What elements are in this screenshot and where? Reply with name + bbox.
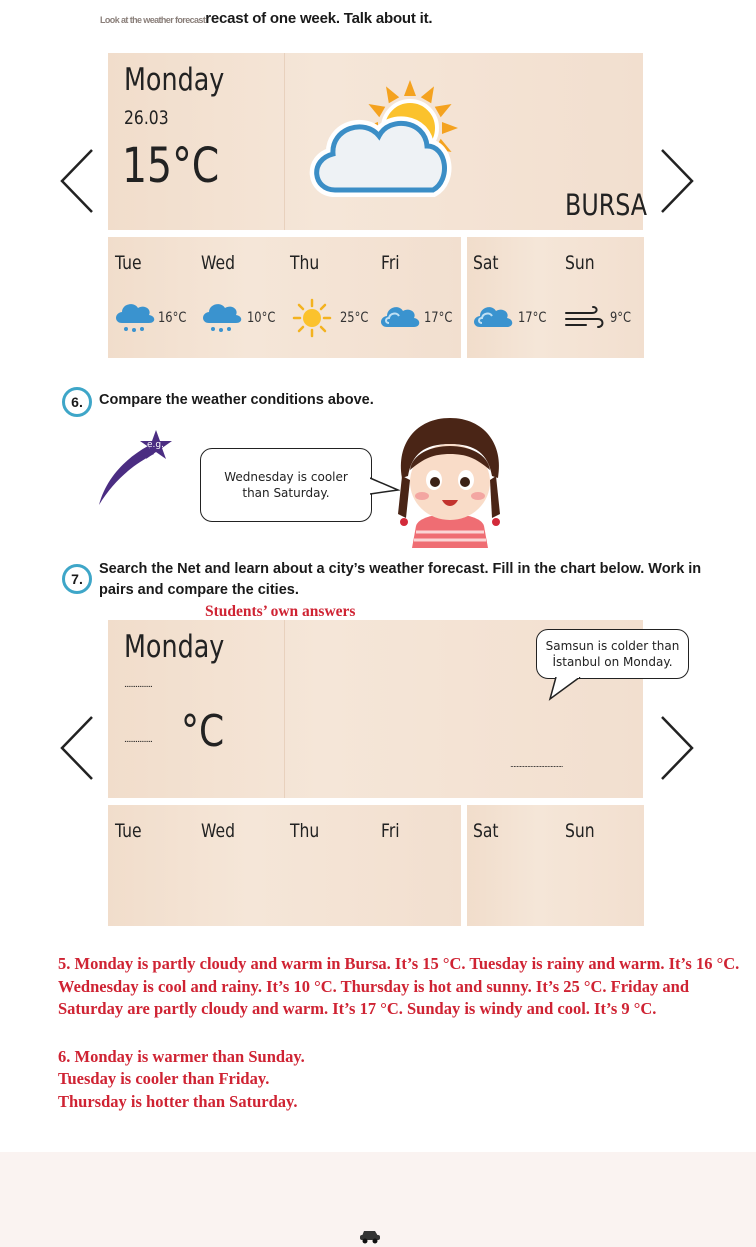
fill-in-day-thu: Thu xyxy=(290,820,320,842)
task-6-number: 6. xyxy=(62,387,92,417)
weekdays-panel xyxy=(108,237,461,358)
previous-arrow-icon[interactable] xyxy=(58,146,98,216)
instruction-text: recast of one week. Talk about it. xyxy=(205,10,433,27)
fill-in-day-wed: Wed xyxy=(201,820,235,842)
week-temp-thu: 25°C xyxy=(340,310,369,326)
task-7-instruction: Search the Net and learn about a city’s weather forecast. Fill in the chart below. Work in pairs and compare the cities. xyxy=(99,561,702,598)
fill-in-day-tue: Tue xyxy=(115,820,142,842)
speech-bubble-task7 xyxy=(536,629,689,679)
students-own-answers: Students’ own answers xyxy=(205,603,356,620)
fill-in-temp-unit: °C xyxy=(181,706,225,757)
next-arrow-icon[interactable] xyxy=(656,146,696,216)
eg-label: e.g. xyxy=(147,440,164,450)
cloud-icon xyxy=(379,303,421,331)
wind-icon xyxy=(564,305,606,331)
fill-in-date-blank[interactable]: ............... xyxy=(124,680,152,690)
speech-bubble-task7-text: Samsun is colder than İstanbul on Monday. xyxy=(545,639,680,669)
forecast-city: BURSA xyxy=(565,188,648,222)
week-temp-sun: 9°C xyxy=(610,310,632,326)
answer-6-line-2: Tuesday is cooler than Friday. xyxy=(58,1069,270,1088)
shooting-star-icon xyxy=(96,428,176,508)
fill-in-day: Monday xyxy=(124,629,225,665)
cloud-icon xyxy=(472,303,514,331)
forecast-date: 26.03 xyxy=(124,107,169,129)
week-day-tue: Tue xyxy=(115,252,142,274)
speech-bubble-task6 xyxy=(200,448,372,522)
forecast-temperature: 15°C xyxy=(122,138,220,194)
week-temp-sat: 17°C xyxy=(518,310,547,326)
speech-bubble-tail xyxy=(548,677,584,701)
partly-cloudy-icon xyxy=(305,80,470,205)
week-day-wed: Wed xyxy=(201,252,235,274)
fill-in-day-fri: Fri xyxy=(381,820,400,842)
week-day-sun: Sun xyxy=(565,252,595,274)
week-day-thu: Thu xyxy=(290,252,320,274)
sun-icon xyxy=(292,298,332,338)
previous-arrow-icon[interactable] xyxy=(58,713,98,783)
exercise-5-instruction xyxy=(100,10,432,27)
forecast-day: Monday xyxy=(124,62,225,98)
answer-6-line-3: Thursday is hotter than Saturday. xyxy=(58,1092,298,1111)
answer-5: 5. Monday is partly cloudy and warm in Bursa. It’s 15 °C. Tuesday is rainy and warm. It’s 16 °C. Wednesday is cool and rainy. It’s 10 °C. Thursday is hot and sunny. It’s 25 °C. Friday and Saturday are partly cloudy and warm. It’s 17 °C. Sunday is windy and cool. It’s 9 °C. xyxy=(58,954,740,1018)
week-day-sat: Sat xyxy=(473,252,499,274)
week-temp-fri: 17°C xyxy=(424,310,453,326)
fill-in-day-sun: Sun xyxy=(565,820,595,842)
week-temp-wed: 10°C xyxy=(247,310,276,326)
speech-bubble-text: Wednesday is cooler than Saturday. xyxy=(224,470,348,500)
week-day-fri: Fri xyxy=(381,252,400,274)
fill-in-city-blank[interactable]: .................................. xyxy=(510,760,563,769)
task-6-instruction: Compare the weather conditions above. xyxy=(99,392,374,408)
task-7-number: 7. xyxy=(62,564,92,594)
instruction-faded-prefix: Look at the weather forecast xyxy=(100,15,206,25)
fill-in-temp-blank[interactable]: ............... xyxy=(124,735,152,745)
answer-6-line-1: 6. Monday is warmer than Sunday. xyxy=(58,1047,305,1066)
rain-cloud-icon xyxy=(114,301,156,335)
girl-character-illustration xyxy=(396,414,504,548)
week-temp-tue: 16°C xyxy=(158,310,187,326)
fill-in-day-sat: Sat xyxy=(473,820,499,842)
car-logo-icon xyxy=(359,1226,381,1244)
rain-cloud-icon xyxy=(201,301,243,335)
next-arrow-icon[interactable] xyxy=(656,713,696,783)
fill-in-weekdays-panel xyxy=(108,805,461,926)
